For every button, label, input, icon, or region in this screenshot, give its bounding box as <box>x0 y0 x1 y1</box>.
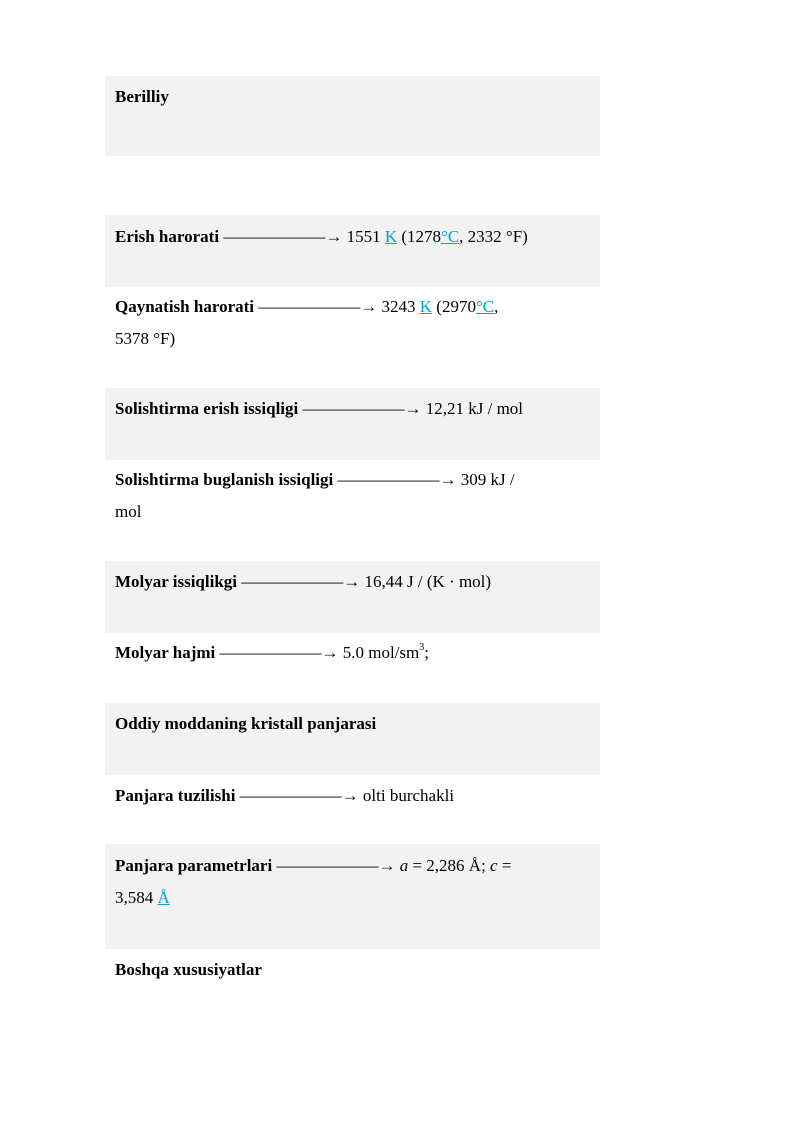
boiling-fahrenheit: 5378 °F) <box>115 329 176 348</box>
c-value: 3,584 <box>115 888 154 907</box>
arrow: ——————→ <box>276 856 396 875</box>
arrow: ——————→ <box>258 297 378 316</box>
lattice-params-row <box>115 850 585 914</box>
vaporization-label: Solishtirma buglanish issiqligi <box>115 470 334 489</box>
fusion-value: 12,21 kJ / mol <box>425 399 524 418</box>
arrow: ——————→ <box>337 470 457 489</box>
lattice-params-label: Panjara parametrlari <box>115 856 273 875</box>
a-symbol: a <box>399 856 409 875</box>
vaporization-value: 309 kJ / <box>460 470 515 489</box>
a-value: = 2,286 Å; <box>408 856 486 875</box>
melting-point-row <box>115 221 585 253</box>
molar-volume-row <box>115 637 585 669</box>
celsius-link[interactable]: °C <box>441 227 460 246</box>
boiling-label: Qaynatish harorati <box>115 297 255 316</box>
lattice-structure-label: Panjara tuzilishi <box>115 786 236 805</box>
element-title <box>115 81 585 113</box>
vaporization-unit-cont: mol <box>115 502 142 521</box>
c-equals: = <box>497 856 512 875</box>
kelvin-link[interactable]: K <box>384 227 398 246</box>
lattice-structure-value: olti burchakli <box>362 786 455 805</box>
crystal-heading-row <box>115 708 585 740</box>
other-properties-heading-row <box>115 954 585 986</box>
lattice-structure-row <box>115 780 585 812</box>
arrow: ——————→ <box>239 786 359 805</box>
c-symbol: c <box>490 856 498 875</box>
molar-volume-suffix: ; <box>424 643 430 662</box>
angstrom-link[interactable]: Å <box>157 888 170 907</box>
boiling-comma: , <box>494 297 499 316</box>
element-title-text: Berilliy <box>115 87 169 106</box>
boiling-point-row <box>115 291 585 355</box>
arrow: ——————→ <box>241 572 361 591</box>
boiling-celsius: (2970 <box>436 297 476 316</box>
fusion-heat-row <box>115 393 585 425</box>
vaporization-heat-row <box>115 464 585 528</box>
superscript: 3 <box>419 642 425 654</box>
crystal-heading: Oddiy moddaning kristall panjarasi <box>115 714 377 733</box>
melting-label: Erish harorati <box>115 227 220 246</box>
molar-volume-value: 5.0 mol/sm <box>342 643 420 662</box>
molar-heat-row <box>115 566 585 598</box>
melting-kelvin: 1551 <box>346 227 381 246</box>
melting-celsius: (1278 <box>401 227 442 246</box>
boiling-kelvin: 3243 <box>381 297 416 316</box>
molar-heat-label: Molyar issiqlikgi <box>115 572 238 591</box>
kelvin-link[interactable]: K <box>419 297 433 316</box>
arrow: ——————→ <box>302 399 422 418</box>
molar-volume-label: Molyar hajmi <box>115 643 216 662</box>
celsius-link[interactable]: °C <box>475 297 495 316</box>
arrow: ——————→ <box>223 227 343 246</box>
melting-fahrenheit: , 2332 °F) <box>459 227 528 246</box>
fusion-label: Solishtirma erish issiqligi <box>115 399 299 418</box>
molar-heat-value: 16,44 J / (K · mol) <box>364 572 492 591</box>
other-properties-heading: Boshqa xususiyatlar <box>115 960 262 979</box>
arrow: ——————→ <box>219 643 339 662</box>
